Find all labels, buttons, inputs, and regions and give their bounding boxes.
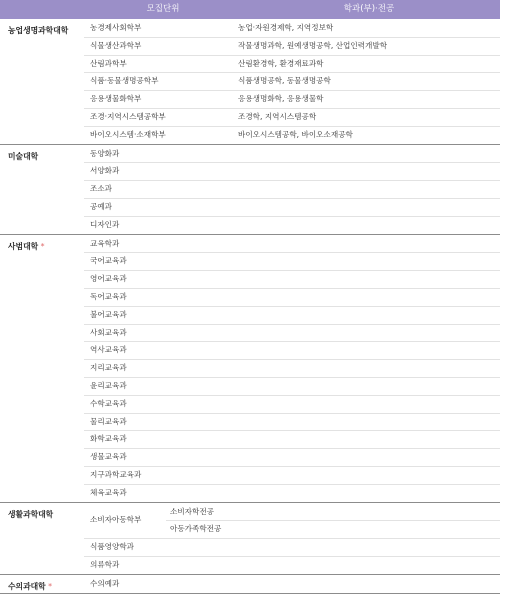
college-name [8, 241, 45, 252]
row-divider [84, 270, 500, 271]
unit-name: 바이오시스템·소재학부 [90, 129, 166, 139]
row-divider [84, 538, 500, 539]
row-divider [84, 108, 500, 109]
major-name: 아동가족학전공 [170, 524, 222, 534]
header-unit: 모집단위 [146, 4, 180, 14]
row-divider [84, 556, 500, 557]
major-name: 소비자학전공 [170, 506, 215, 516]
unit-name: 의류학과 [90, 560, 120, 569]
unit-name: 농경제사회학부 [90, 23, 142, 32]
star-symbol: * [48, 581, 53, 591]
row-divider [84, 484, 500, 485]
unit-name: 동양화과 [90, 148, 120, 158]
row-divider [84, 216, 500, 217]
college-label: 미술대학 [8, 151, 39, 161]
row-divider [84, 377, 500, 378]
unit-name: 수의예과 [90, 578, 120, 588]
unit-name: 소비자아동학부 [90, 515, 142, 525]
row-divider [84, 90, 500, 91]
row-divider [84, 306, 500, 307]
row-divider [84, 126, 500, 127]
dept-name: 농업·자원경제학, 지역정보학 [238, 23, 334, 32]
group-divider [0, 502, 500, 503]
row-divider [84, 162, 500, 163]
unit-name: 역사교육과 [90, 345, 127, 355]
unit-name: 응용생물화학부 [90, 94, 142, 104]
group-divider [0, 144, 500, 145]
row-divider [84, 252, 500, 253]
dept-name: 바이오시스템공학, 바이오소재공학 [238, 129, 353, 139]
dept-name: 조경학, 지역시스템공학 [238, 112, 317, 121]
unit-name: 국어교육과 [90, 256, 127, 266]
unit-name: 조소과 [90, 184, 113, 194]
row-divider [84, 413, 500, 414]
unit-name: 물리교육과 [90, 416, 127, 426]
row-divider [84, 55, 500, 56]
table-header [0, 0, 500, 19]
unit-name: 사회교육과 [90, 327, 127, 337]
row-divider [84, 324, 500, 325]
row-divider [84, 448, 500, 449]
unit-name: 산림과학부 [90, 58, 127, 68]
row-divider [166, 520, 500, 521]
college-label: 사범대학 [8, 241, 39, 251]
row-divider [84, 359, 500, 360]
header-dept: 학과(부)·전공 [343, 4, 395, 14]
college-label: 농업생명과학대학 [8, 26, 69, 35]
unit-name: 교육학과 [90, 238, 120, 248]
unit-name: 식물생산과학부 [90, 40, 142, 50]
unit-name: 영어교육과 [90, 274, 127, 284]
unit-name: 디자인과 [90, 219, 120, 229]
row-divider [84, 395, 500, 396]
star-symbol: * [40, 241, 45, 251]
row-divider [84, 37, 500, 38]
college-label: 수의과대학 [8, 581, 46, 591]
unit-name: 서양화과 [90, 166, 120, 176]
group-divider [0, 574, 500, 575]
group-divider [0, 234, 500, 235]
row-divider [84, 341, 500, 342]
group-divider [0, 593, 500, 594]
college-label: 생활과학대학 [8, 509, 54, 519]
college-name [8, 509, 53, 520]
unit-name: 식품영양학과 [90, 542, 135, 552]
unit-name: 공예과 [90, 202, 113, 211]
college-name [8, 151, 38, 162]
row-divider [84, 180, 500, 181]
row-divider [84, 466, 500, 467]
unit-name: 지리교육과 [90, 363, 127, 373]
unit-name: 독어교육과 [90, 292, 127, 301]
row-divider [84, 288, 500, 289]
row-divider [84, 430, 500, 431]
unit-name: 윤리교육과 [90, 381, 127, 390]
dept-name: 응용생명화학, 응용생물학 [238, 94, 324, 104]
unit-name: 식품·동물생명공학부 [90, 76, 159, 86]
dept-name: 식품생명공학, 동물생명공학 [238, 76, 331, 86]
unit-name: 불어교육과 [90, 309, 127, 319]
dept-name: 작물생명과학, 원예생명공학, 산업인력개발학 [238, 40, 388, 50]
row-divider [84, 72, 500, 73]
unit-name: 조경·지역시스템공학부 [90, 112, 166, 121]
row-divider [84, 198, 500, 199]
unit-name: 화학교육과 [90, 434, 127, 444]
college-name [8, 25, 68, 36]
college-name [8, 581, 52, 592]
unit-name: 수학교육과 [90, 398, 127, 408]
unit-name: 지구과학교육과 [90, 470, 142, 479]
unit-name: 체육교육과 [90, 487, 127, 497]
dept-name: 산림환경학, 환경재료과학 [238, 58, 324, 68]
unit-name: 생물교육과 [90, 452, 127, 462]
